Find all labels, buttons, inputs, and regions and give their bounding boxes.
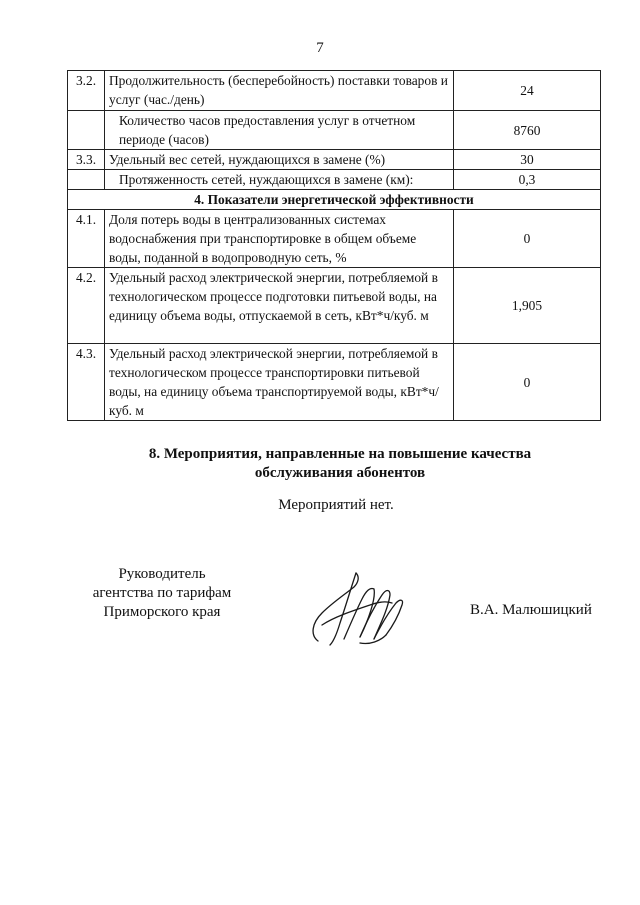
row-number — [68, 170, 105, 190]
table-row — [68, 111, 601, 150]
row-description: Удельный расход электрической энергии, потребляемой в технологическом процессе подготовки питьевой воды, на единицу объема воды, отпускаемой в сеть, кВт*ч/куб. м — [105, 268, 454, 344]
signatory-title — [60, 565, 264, 622]
row-value: 24 — [454, 71, 601, 111]
row-description: Удельный расход электрической энергии, потребляемой в технологическом процессе транспортировки питьевой воды, на единицу объема транспортируемой воды, кВт*ч/куб. м — [105, 344, 454, 421]
row-number: 3.2. — [68, 71, 105, 111]
indicators-table — [67, 70, 601, 421]
section-title: 4. Показатели энергетической эффективности — [68, 190, 601, 210]
row-description: Удельный вес сетей, нуждающихся в замене (%) — [105, 150, 454, 170]
row-number — [68, 111, 105, 150]
table-row — [68, 71, 601, 111]
row-value: 0 — [454, 210, 601, 268]
table-row — [68, 150, 601, 170]
signatory-title-line3: Приморского края — [103, 604, 221, 620]
page-number: 7 — [316, 40, 324, 56]
table-section-row — [68, 190, 601, 210]
row-value: 30 — [454, 150, 601, 170]
row-number: 4.3. — [68, 344, 105, 421]
row-value: 0 — [454, 344, 601, 421]
table-row — [68, 210, 601, 268]
row-description: Количество часов предоставления услуг в отчетном периоде (часов) — [105, 111, 454, 150]
signatory-title-line1: Руководитель — [118, 566, 206, 582]
row-value: 0,3 — [454, 170, 601, 190]
row-description: Продолжительность (бесперебойность) поставки товаров и услуг (час./день) — [105, 71, 454, 111]
row-value: 8760 — [454, 111, 601, 150]
section-heading-line1: 8. Мероприятия, направленные на повышение качества — [148, 446, 532, 462]
table-row — [68, 170, 601, 190]
section-heading-line2: обслуживания абонентов — [254, 465, 426, 481]
section-heading — [0, 445, 640, 483]
row-number: 4.1. — [68, 210, 105, 268]
row-value: 1,905 — [454, 268, 601, 344]
row-description: Протяженность сетей, нуждающихся в замене (км): — [105, 170, 454, 190]
row-number: 3.3. — [68, 150, 105, 170]
signatory-name: В.А. Малюшицкий — [470, 602, 592, 618]
row-description: Доля потерь воды в централизованных системах водоснабжения при транспортировке в общем объеме воды, поданной в водопроводную сеть, % — [105, 210, 454, 268]
signatory-title-line2: агентства по тарифам — [92, 585, 232, 601]
row-number: 4.2. — [68, 268, 105, 344]
table-row — [68, 268, 601, 344]
handwritten-signature — [300, 565, 410, 650]
table-row — [68, 344, 601, 421]
no-events-text: Мероприятий нет. — [278, 497, 394, 513]
